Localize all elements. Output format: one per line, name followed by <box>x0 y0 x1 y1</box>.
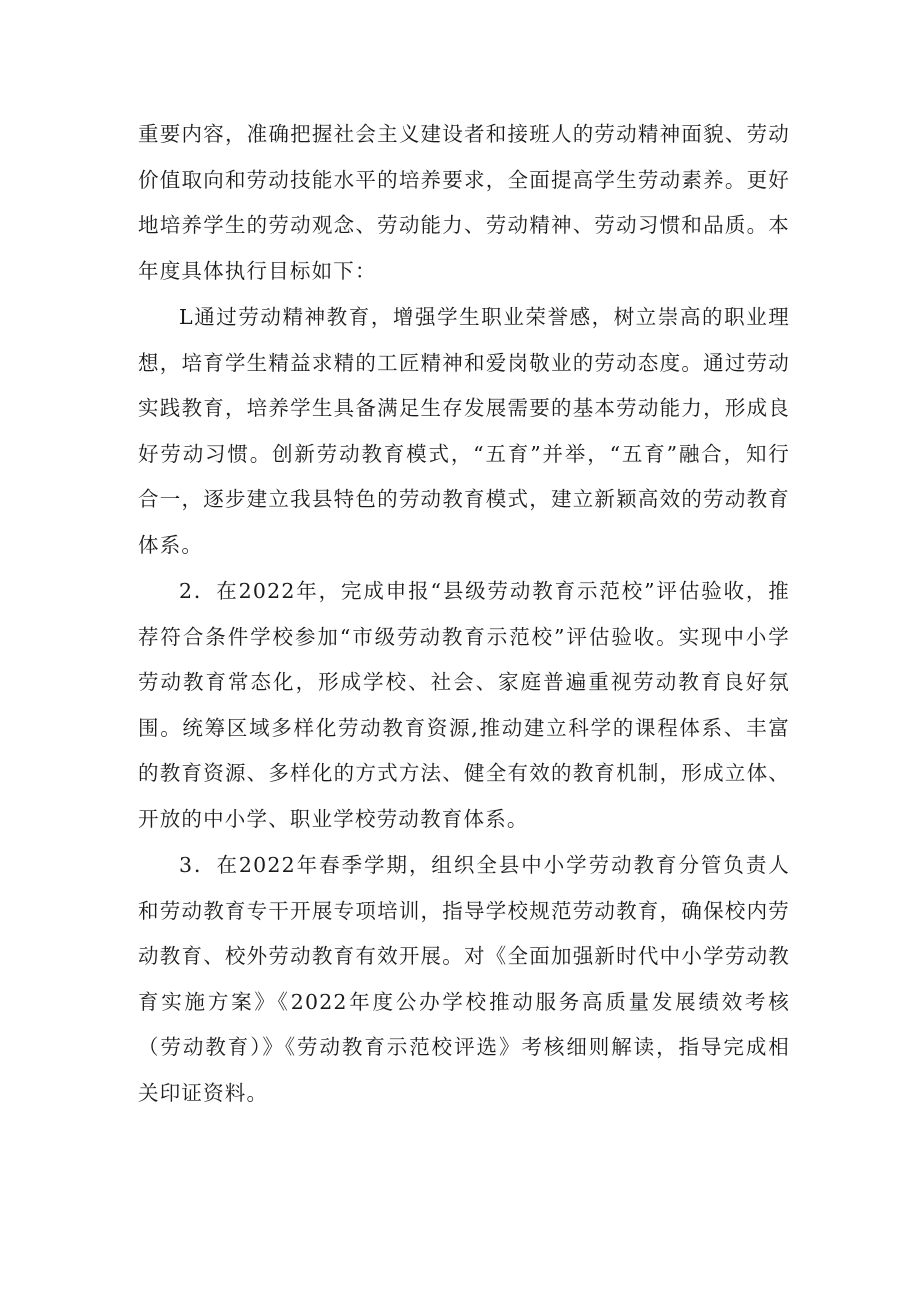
paragraph-goal-3: 3．在2022年春季学期，组织全县中小学劳动教育分管负责人和劳动教育专干开展专项培训，指导学校规范劳动教育，确保校内劳动教育、校外劳动教育有效开展。对《全面加强新时代中小学劳动教育实施方案》《2022年度公办学校推动服务高质量发展绩效考核（劳动教育）》《劳动教育示范校评选》考核细则解读，指导完成相关印证资料。 <box>138 853 790 1105</box>
paragraph-goal-2: 2．在2022年，完成申报“县级劳动教育示范校”评估验收，推荐符合条件学校参加“市级劳动教育示范校”评估验收。实现中小学劳动教育常态化，形成学校、社会、家庭普遍重视劳动教育良好氛围。统筹区域多样化劳动教育资源,推动建立科学的课程体系、丰富的教育资源、多样化的方式方法、健全有效的教育机制，形成立体、开放的中小学、职业学校劳动教育体系。 <box>138 579 790 831</box>
paragraph-continuation: 重要内容，准确把握社会主义建设者和接班人的劳动精神面貌、劳动价值取向和劳动技能水平的培养要求，全面提高学生劳动素养。更好地培养学生的劳动观念、劳动能力、劳动精神、劳动习惯和品质。本年度具体执行目标如下： <box>138 122 790 283</box>
document-body <box>138 112 790 1117</box>
paragraph-goal-1: L通过劳动精神教育，增强学生职业荣誉感，树立崇高的职业理想，培育学生精益求精的工匠精神和爱岗敬业的劳动态度。通过劳动实践教育，培养学生具备满足生存发展需要的基本劳动能力，形成良好劳动习惯。创新劳动教育模式，“五育”并举，“五育”融合，知行合一，逐步建立我县特色的劳动教育模式，建立新颖高效的劳动教育体系。 <box>138 305 790 557</box>
